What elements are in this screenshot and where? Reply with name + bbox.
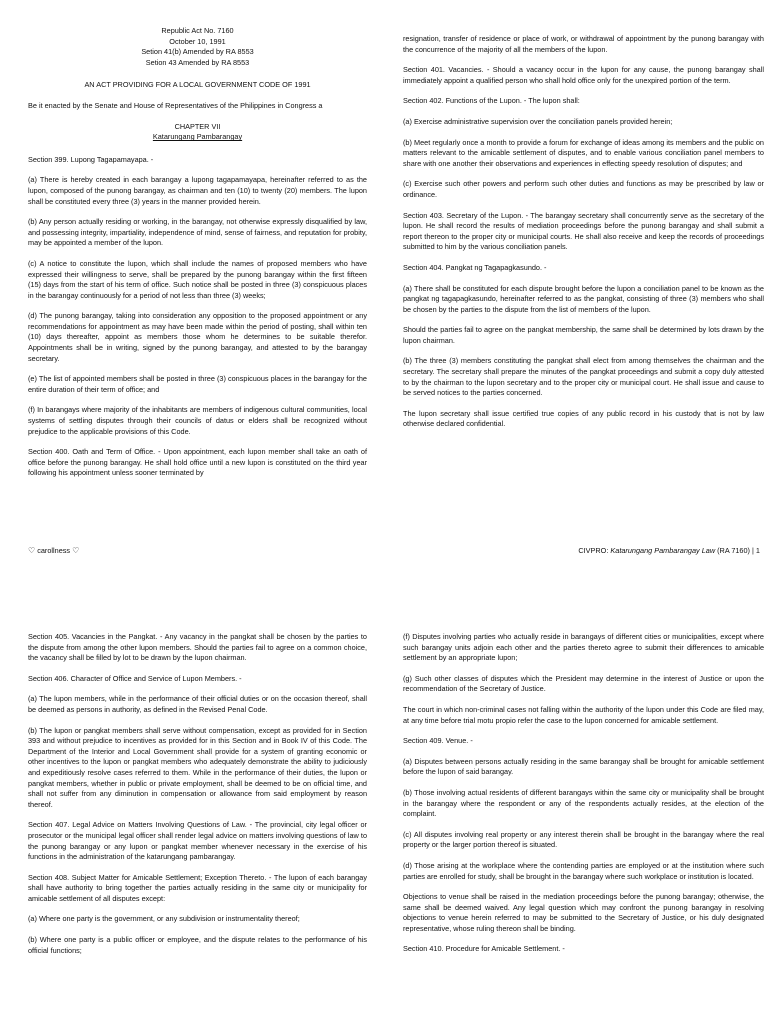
paragraph: Section 400. Oath and Term of Office. - Upon appointment, each lupon member shall take an oath of office before the punong barangay. He shall hold office until a new lupon is constituted on the third year following his appointment unless sooner terminated by (28, 447, 367, 478)
paragraph: (b) Any person actually residing or working, in the barangay, not otherwise expressly disqualified by law, and possessing integrity, impartiality, independence of mind, sense of fairness, and reputation for probity, may be appointed a member of the lupon. (28, 217, 367, 248)
paragraph: (a) Disputes between persons actually residing in the same barangay shall be brought for amicable settlement before the lupon of said barangay. (403, 756, 764, 777)
heart-icon: ♡ (72, 546, 80, 555)
paragraph: (b) The lupon or pangkat members shall serve without compensation, except as provided for in Section 393 and without prejudice to incentives as provided for in this Section and in Book IV of this Code. The Department of the Interior and Local Government shall provide for a system of granting economic or other incentives to the lupon or pangkat members who adequately demonstrate the ability to judiciously and expeditiously resolve cases referred to them. While in the performance of their duties, the lupon or pangkat members, whether in public or private employment, shall be deemed to be on official time, and shall not suffer from any diminution in compensation or allowance from said employment by reason thereof. (28, 725, 367, 809)
act-date: October 10, 1991 (169, 36, 226, 46)
paragraph: Should the parties fail to agree on the pangkat membership, the same shall be determined by lots drawn by the lupon chairman. (403, 325, 764, 345)
paragraph: (b) Meet regularly once a month to provide a forum for exchange of ideas among its members and the public on matters relevant to the amicable settlement of disputes, and to enable various conciliation panel members to share with one another their observations and experiences in effecting speedy resolution of disputes; and (403, 137, 764, 168)
page2-right-column (403, 632, 764, 965)
paragraph: (a) There shall be constituted for each dispute brought before the lupon a conciliation panel to be known as the pangkat ng tagapagkasundo, hereinafter referred to as the pangkat, consisting of three (3) members who shall be chosen by the parties to the dispute from the list of members of the lupon. (403, 283, 764, 314)
paragraph: (b) The three (3) members constituting the pangkat shall elect from among themselves the chairman and the secretary. The secretary shall prepare the minutes of the pangkat proceedings and submit a copy duly attested to by the chairman to the lupon secretary and to the proper city or municipal court. He shall issue and cause to be served notices to the parties concerned. (403, 356, 764, 398)
paragraph: Section 410. Procedure for Amicable Settlement. - (403, 944, 565, 954)
act-title: AN ACT PROVIDING FOR A LOCAL GOVERNMENT CODE OF 1991 (84, 80, 311, 90)
page1-right-column (403, 34, 764, 440)
act-header (28, 26, 367, 68)
paragraph: (f) Disputes involving parties who actually reside in barangays of different cities or municipalities, except where such barangay units adjoin each other and the parties thereto agree to submit their differences to amicable settlement by an appropriate lupon; (403, 632, 764, 663)
paragraph: (f) In barangays where majority of the inhabitants are members of indigenous cultural communities, local systems of settling disputes through their councils of datus or elders shall be recognized without prejudice to the applicable provisions of this Code. (28, 405, 367, 436)
paragraph: (a) There is hereby created in each barangay a lupong tagapamayapa, hereinafter referred to as the lupon, composed of the punong barangay, as chairman and ten (10) to twenty (20) members. The lupon shall be constituted every three (3) years in the manner provided herein. (28, 175, 367, 206)
act-number: Republic Act No. 7160 (161, 26, 234, 35)
paragraph: (b) Those involving actual residents of different barangays within the same city or municipality shall be brought in the barangay where the respondent or any of the respondents actually resides, at the election of the complaint. (403, 787, 764, 819)
paragraph: Section 403. Secretary of the Lupon. - The barangay secretary shall concurrently serve as the secretary of the lupon. He shall record the results of mediation proceedings before the punong barangay and shall submit a report thereon to the proper city or municipal courts. He shall also receive and keep the records of proceedings submitted to him by the various conciliation panels. (403, 210, 764, 252)
paragraph: (a) Exercise administrative supervision over the conciliation panels provided herein; (403, 116, 673, 126)
paragraph: The lupon secretary shall issue certified true copies of any public record in his custody that is not by law otherwise declared confidential. (403, 408, 764, 429)
paragraph: (d) Those arising at the workplace where the contending parties are employed or at the institution where such parties are enrolled for study, shall be brought in the barangay where such workplace or institution is located. (403, 860, 764, 881)
paragraph: Section 405. Vacancies in the Pangkat. - Any vacancy in the pangkat shall be chosen by the parties to the dispute from among the other lupon members. Should the parties fail to agree on a common choice, the vacancy shall be filled by lot to be drawn by the lupon chairman. (28, 632, 367, 663)
paragraph: (c) Exercise such other powers and perform such other duties and functions as may be prescribed by law or ordinance. (403, 179, 764, 199)
paragraph: (a) Where one party is the government, or any subdivision or instrumentality thereof; (28, 914, 300, 924)
chapter-title: Katarungang Pambarangay (152, 132, 243, 142)
author-signature (28, 546, 79, 555)
page2-left-column (28, 632, 367, 966)
page-gap (0, 563, 768, 622)
paragraph: The court in which non-criminal cases not falling within the authority of the lupon under this Code are filed may, at any time before trial motu propio refer the case to the lupon concerned for amicable settlement. (403, 704, 764, 725)
page1-left-column (28, 26, 367, 489)
paragraph: Section 409. Venue. - (403, 736, 473, 746)
chapter-number: CHAPTER VII (174, 121, 221, 131)
heart-icon: ♡ (28, 546, 36, 555)
footer-title: Katarungang Pambarangay Law (610, 546, 716, 555)
paragraph: (d) The punong barangay, taking into consideration any opposition to the proposed appointment or any recommendations for appointment as may have been made within the period of posting, shall within ten (10) days thereafter, appoint as members those whom he determines to be suitable therefor. Appointments shall be in writing, signed by the punong barangay, and attested to by the barangay secretary. (28, 311, 367, 363)
paragraph: (e) The list of appointed members shall be posted in three (3) conspicuous places in the barangay for the entire duration of their term of office; and (28, 374, 367, 394)
paragraph: resignation, transfer of residence or place of work, or withdrawal of appointment by the punong barangay with the concurrence of the majority of all the members of the lupon. (403, 34, 764, 54)
paragraph: Section 406. Character of Office and Service of Lupon Members. - (28, 673, 242, 683)
paragraph: (c) All disputes involving real property or any interest therein shall be brought in the barangay where the real property or the larger portion thereof is situated. (403, 829, 764, 850)
chapter-heading (28, 122, 367, 143)
paragraph: (a) The lupon members, while in the performance of their official duties or on the occasion thereof, shall be deemed as persons in authority, as defined in the Revised Penal Code. (28, 694, 367, 714)
paragraph: Section 401. Vacancies. - Should a vacancy occur in the lupon for any cause, the punong barangay shall immediately appoint a qualified person who shall hold office only for the unexpired portion of the term. (403, 65, 764, 85)
paragraph: Objections to venue shall be raised in the mediation proceedings before the punong barangay; otherwise, the same shall be deemed waived. Any legal question which may confront the punong barangay in resolving objections to venue herein referred to may be submitted to the Secretary of Justice, or his duly designated representative, whose ruling thereon shall be binding. (403, 892, 764, 933)
enacting-clause: Be it enacted by the Senate and House of Representatives of the Philippines in Congress a (28, 100, 323, 110)
amendment-note-2: Setion 43 Amended by RA 8553 (145, 57, 250, 67)
footer-page-number: (RA 7160) | 1 (717, 546, 760, 555)
author-name: carollness (37, 546, 71, 555)
paragraph: (c) A notice to constitute the lupon, which shall include the names of proposed members who have expressed their willingness to serve, shall be prepared by the punong barangay within the first fifteen (15) days from the start of his term of office. Such notice shall be posted in three (3) conspicuous places in the barangay continuously for a period of not less than three (3) weeks; (28, 258, 367, 300)
footer-course: CIVPRO: (578, 546, 609, 555)
document-page-2 (0, 622, 768, 1024)
paragraph: Section 402. Functions of the Lupon. - The lupon shall: (403, 96, 580, 106)
paragraph: Section 407. Legal Advice on Matters Involving Questions of Law. - The provincial, city legal officer or prosecutor or the municipal legal officer shall render legal advice on matters involving questions of law to the punong barangay or any lupon or pangkat member whenever necessary in the exercise of his functions in the administration of the katarungang pambarangay. (28, 820, 367, 862)
paragraph: Section 399. Lupong Tagapamayapa. - (28, 154, 154, 164)
page-footer-reference (578, 546, 760, 555)
paragraph: (g) Such other classes of disputes which the President may determine in the interest of Justice or upon the recommendation of the Secretary of Justice. (403, 673, 764, 694)
paragraph: Section 404. Pangkat ng Tagapagkasundo. - (403, 262, 547, 272)
amendment-note-1: Setion 41(b) Amended by RA 8553 (141, 47, 254, 57)
paragraph: (b) Where one party is a public officer or employee, and the dispute relates to the performance of his official functions; (28, 935, 367, 955)
paragraph: Section 408. Subject Matter for Amicable Settlement; Exception Thereto. - The lupon of each barangay shall have authority to bring together the parties actually residing in the same city or municipality for amicable settlement of all disputes except: (28, 872, 367, 903)
